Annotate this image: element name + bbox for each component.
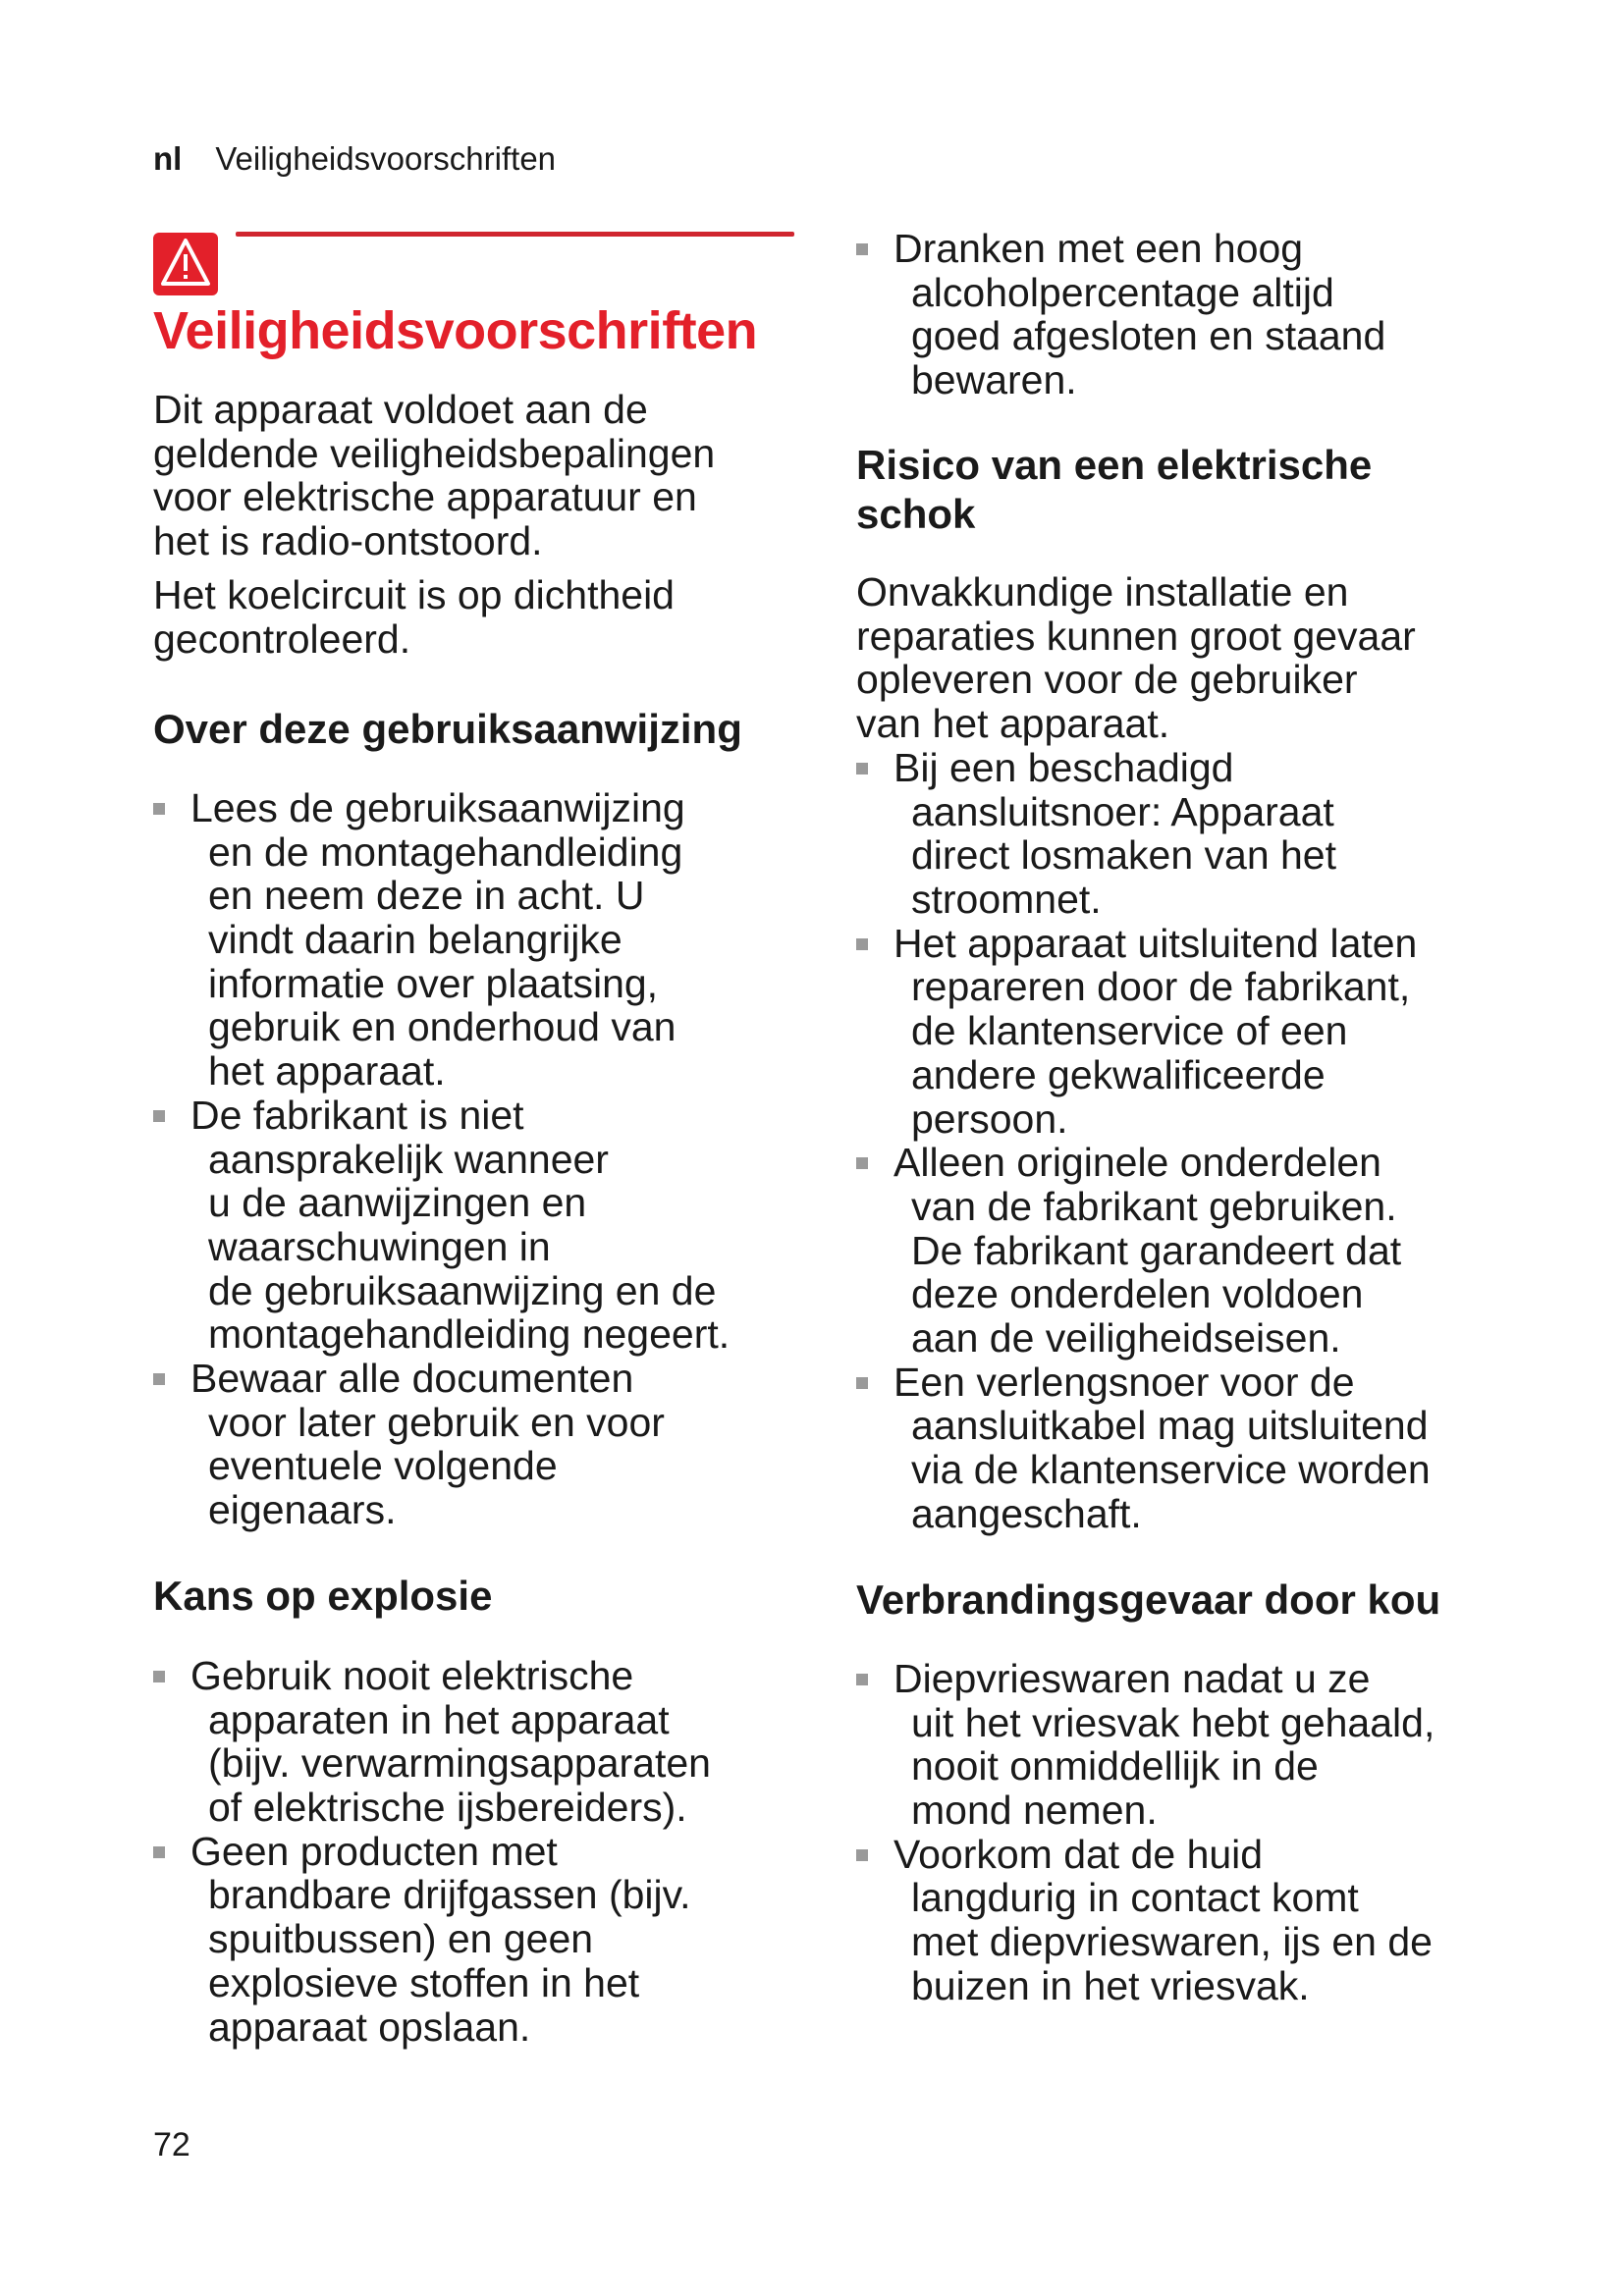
list-shock (856, 746, 1431, 1535)
heading-cold: Verbrandingsgevaar door kou (856, 1576, 1441, 1623)
text-line: aansluitkabel mag uitsluitend (911, 1403, 1429, 1449)
list-item (856, 1361, 1431, 1536)
text-line: en neem deze in acht. U (208, 873, 645, 919)
text-line: voor elektrische apparatuur en (153, 474, 697, 520)
text-line: opleveren voor de gebruiker (856, 657, 1358, 703)
text-line: van de fabrikant gebruiken. (911, 1183, 1397, 1229)
intro-paragraph-1 (153, 388, 715, 563)
list-item (153, 786, 730, 1094)
list-cold (856, 1657, 1435, 2008)
text-line: voor later gebruik en voor (208, 1399, 665, 1445)
text-line: Gebruik nooit elektrische (190, 1653, 634, 1698)
list-item (856, 1833, 1435, 2008)
list-item (856, 746, 1431, 922)
text-line: Een verlengsnoer voor de (893, 1359, 1355, 1405)
text-line: Alleen originele onderdelen (893, 1140, 1381, 1186)
text-line: Dranken met een hoog (893, 226, 1304, 271)
text-line: Het apparaat uitsluitend laten (893, 920, 1418, 966)
heading-shock-line: schok (856, 491, 976, 537)
text-line: aansluitsnoer: Apparaat (911, 788, 1334, 834)
list-item (856, 227, 1385, 402)
text-line: direct losmaken van het (911, 832, 1337, 879)
running-header (153, 139, 556, 179)
heading-shock-line: Risico van een elektrische (856, 442, 1373, 488)
text-line: buizen in het vriesvak. (911, 1962, 1310, 2008)
text-line: waarschuwingen in (208, 1223, 551, 1269)
text-line: gecontroleerd. (153, 615, 411, 662)
bullet-square-icon (153, 1373, 165, 1385)
header-section: Veiligheidsvoorschriften (215, 140, 557, 177)
bullet-square-icon (153, 1846, 165, 1858)
warning-icon (153, 233, 218, 295)
text-line: vindt daarin belangrijke (208, 917, 623, 963)
text-line: nooit onmiddellijk in de (911, 1743, 1319, 1789)
text-line: Het koelcircuit is op dichtheid (153, 572, 675, 617)
bullet-square-icon (856, 763, 868, 774)
bullet-square-icon (856, 1157, 868, 1169)
text-line: langdurig in contact komt (911, 1875, 1359, 1921)
list-item (856, 922, 1431, 1141)
heading-shock (856, 441, 1372, 539)
text-line: (bijv. verwarmingsapparaten (208, 1740, 711, 1787)
text-line: en de montagehandleiding (208, 828, 683, 875)
list-item (153, 1094, 730, 1357)
text-line: geldende veiligheidsbepalingen (153, 430, 716, 476)
shock-paragraph (856, 570, 1416, 746)
intro-paragraph-2 (153, 573, 675, 661)
bullet-square-icon (856, 938, 868, 950)
text-line: van het apparaat. (856, 701, 1170, 747)
text-line: deze onderdelen voldoen (911, 1271, 1364, 1317)
text-line: u de aanwijzingen en (208, 1180, 587, 1226)
page-title: Veiligheidsvoorschriften (153, 301, 758, 360)
list-explosion-right (856, 227, 1385, 402)
text-line: Lees de gebruiksaanwijzing (190, 785, 685, 830)
list-item (856, 1657, 1435, 1833)
text-line: aan de veiligheidseisen. (911, 1314, 1341, 1361)
text-line: De fabrikant garandeert dat (911, 1227, 1402, 1273)
text-line: Bewaar alle documenten (190, 1355, 634, 1401)
text-line: het apparaat. (208, 1048, 446, 1095)
text-line: of elektrische ijsbereiders). (208, 1785, 687, 1831)
heading-explosion: Kans op explosie (153, 1573, 493, 1619)
text-line: eigenaars. (208, 1487, 397, 1532)
section-divider (236, 232, 794, 237)
text-line: reparaties kunnen groot gevaar (856, 613, 1416, 659)
language-code: nl (153, 140, 183, 177)
text-line: het is radio-ontstoord. (153, 518, 543, 564)
list-item (856, 1141, 1431, 1360)
list-item (153, 1654, 711, 1830)
list-item (153, 1830, 711, 2049)
bullet-square-icon (856, 243, 868, 255)
text-line: Dit apparaat voldoet aan de (153, 387, 648, 432)
text-line: de gebruiksaanwijzing en de (208, 1267, 717, 1313)
bullet-square-icon (153, 803, 165, 815)
text-line: mond nemen. (911, 1788, 1158, 1834)
list-manual (153, 786, 730, 1532)
text-line: apparaat opslaan. (208, 2003, 531, 2050)
text-line: uit het vriesvak hebt gehaald, (911, 1699, 1435, 1745)
text-line: montagehandleiding negeert. (208, 1311, 731, 1358)
text-line: apparaten in het apparaat (208, 1696, 670, 1742)
text-line: aansprakelijk wanneer (208, 1136, 609, 1182)
text-line: De fabrikant is niet (190, 1092, 524, 1138)
text-line: goed afgesloten en staand (911, 313, 1386, 359)
text-line: brandbare drijfgassen (bijv. (208, 1872, 691, 1918)
text-line: de klantenservice of een (911, 1008, 1348, 1054)
text-line: stroomnet. (911, 877, 1102, 923)
text-line: Bij een beschadigd (893, 745, 1234, 790)
text-line: persoon. (911, 1095, 1068, 1142)
list-item (153, 1357, 730, 1532)
text-line: Onvakkundige installatie en (856, 569, 1349, 614)
text-line: Diepvrieswaren nadat u ze (893, 1656, 1371, 1701)
heading-manual: Over deze gebruiksaanwijzing (153, 706, 742, 752)
bullet-square-icon (153, 1110, 165, 1122)
bullet-square-icon (153, 1671, 165, 1682)
text-line: Voorkom dat de huid (893, 1831, 1264, 1877)
text-line: explosieve stoffen in het (208, 1959, 640, 2005)
text-line: aangeschaft. (911, 1490, 1142, 1536)
bullet-square-icon (856, 1674, 868, 1685)
list-explosion-left (153, 1654, 711, 2049)
text-line: via de klantenservice worden (911, 1447, 1431, 1492)
text-line: andere gekwalificeerde (911, 1051, 1326, 1097)
text-line: Geen producten met (190, 1828, 558, 1874)
text-line: alcoholpercentage altijd (911, 269, 1334, 315)
text-line: gebruik en onderhoud van (208, 1004, 677, 1050)
page-number: 72 (153, 2126, 190, 2163)
text-line: bewaren. (911, 357, 1077, 403)
text-line: spuitbussen) en geen (208, 1916, 594, 1962)
bullet-square-icon (856, 1377, 868, 1389)
text-line: met diepvrieswaren, ijs en de (911, 1919, 1433, 1965)
text-line: eventuele volgende (208, 1443, 558, 1489)
bullet-square-icon (856, 1849, 868, 1861)
text-line: informatie over plaatsing, (208, 960, 659, 1006)
text-line: repareren door de fabrikant, (911, 964, 1411, 1010)
